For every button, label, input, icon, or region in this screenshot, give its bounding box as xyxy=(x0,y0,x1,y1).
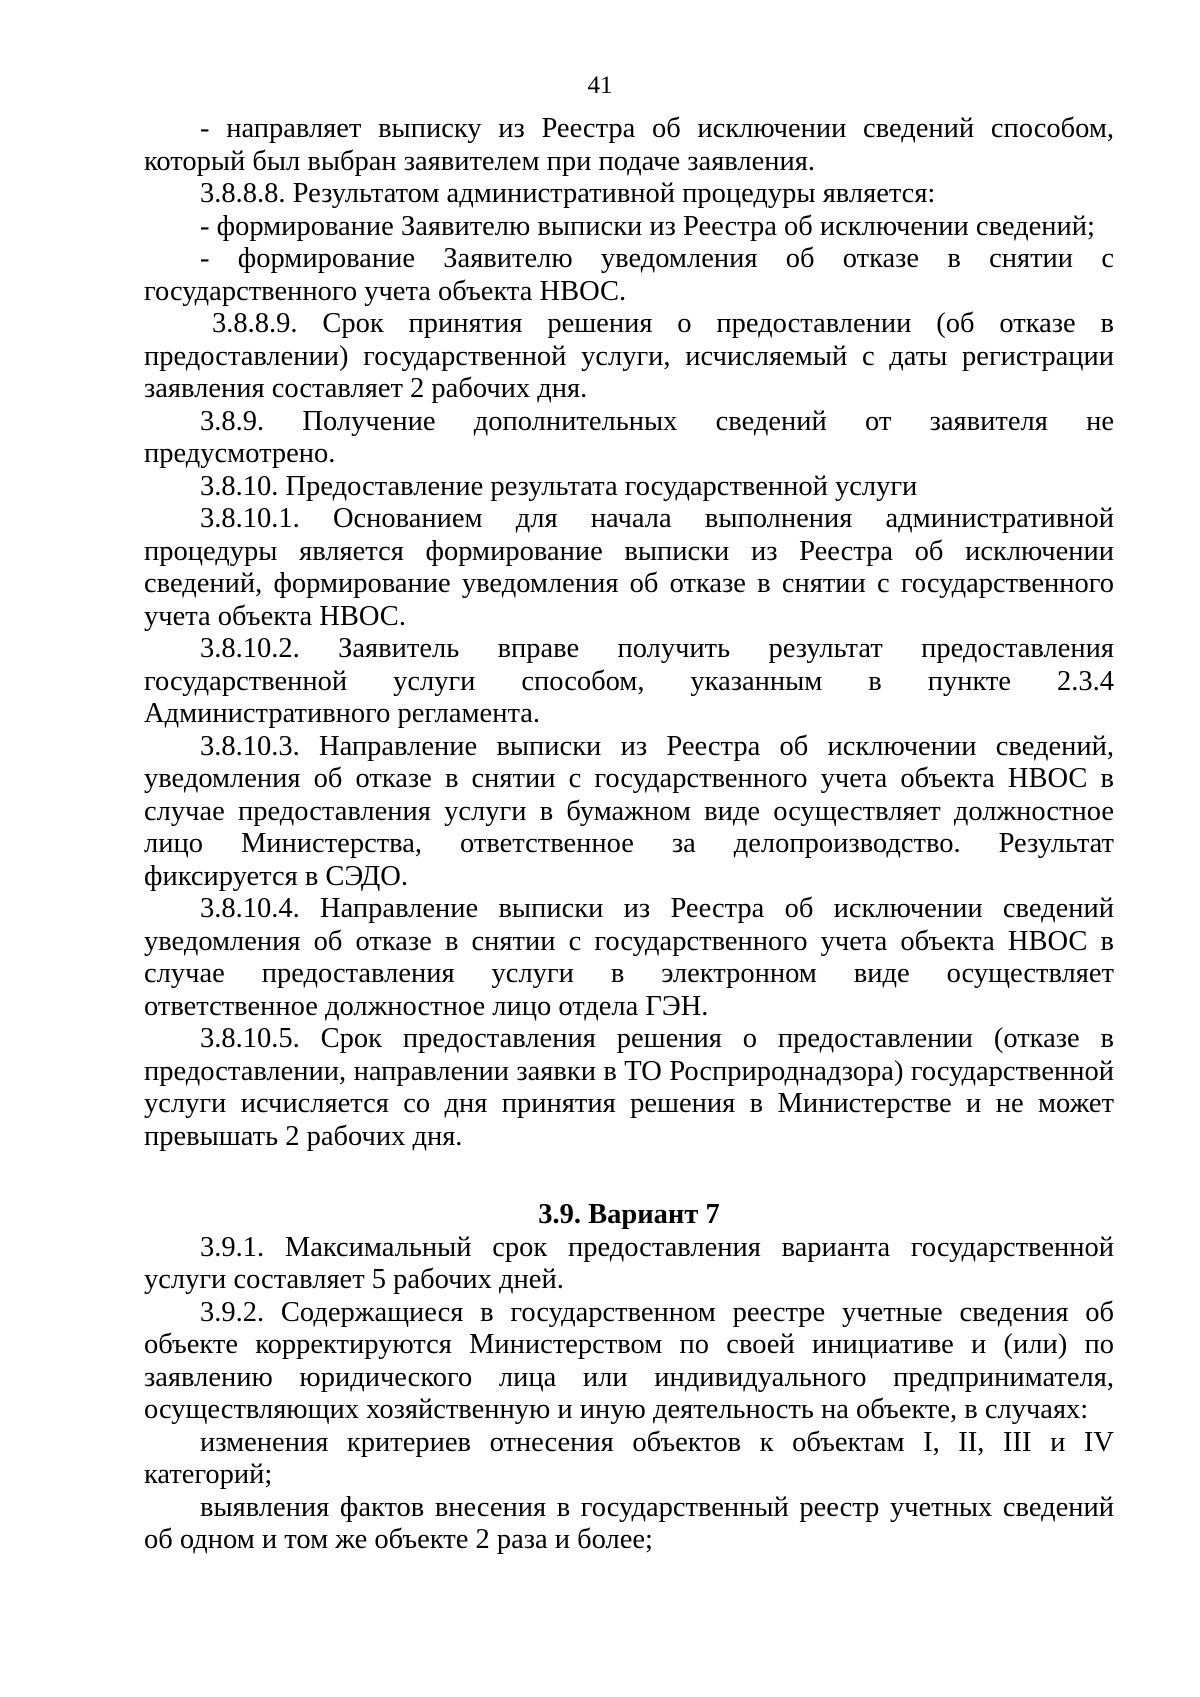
paragraph: - формирование Заявителю выписки из Реестра об исключении сведений; xyxy=(200,210,1095,242)
paragraph: - формирование Заявителю уведомления об отказе в снятии с государственного учета объекта НВОС. xyxy=(144,243,1114,307)
paragraph: 3.8.10.5. Срок предоставления решения о предоставлении (отказе в предоставлении, направлении заявки в ТО Росприроднадзора) государственной услуги исчисляется со дня принятия решения в Министерстве и не может превышать 2 рабочих дня. xyxy=(144,1023,1114,1152)
document-body xyxy=(144,113,1114,1557)
paragraph: 3.8.8.8. Результатом административной процедуры является: xyxy=(200,178,936,209)
paragraph: - направляет выписку из Реестра об исключении сведений способом, который был выбран заявителем при подаче заявления. xyxy=(144,113,1114,177)
paragraph: 3.8.8.9. Срок принятия решения о предоставлении (об отказе в предоставлении) государственной услуги, исчисляемый с даты регистрации заявления составляет 2 рабочих дня. xyxy=(144,308,1114,404)
paragraph: изменения критериев отнесения объектов к объектам I, II, III и IV категорий; xyxy=(144,1426,1114,1490)
paragraph: выявления фактов внесения в государственный реестр учетных сведений об одном и том же объекте 2 раза и более; xyxy=(144,1491,1114,1555)
paragraph: 3.9.1. Максимальный срок предоставления варианта государственной услуги составляет 5 рабочих дней. xyxy=(144,1231,1114,1295)
paragraph: 3.8.10. Предоставление результата государственной услуги xyxy=(200,470,918,502)
paragraph: 3.8.10.4. Направление выписки из Реестра об исключении сведений уведомления об отказе в снятии с государственного учета объекта НВОС в случае предоставления услуги в электронном виде осуществляет ответственное должностное лицо отдела ГЭН. xyxy=(144,893,1114,1022)
paragraph: 3.8.10.3. Направление выписки из Реестра об исключении сведений, уведомления об отказе в снятии с государственного учета объекта НВОС в случае предоставления услуги в бумажном виде осуществляет должностное лицо Министерства, ответственное за делопроизводство. Результат фиксируется в СЭДО. xyxy=(144,730,1114,892)
paragraph: 3.8.10.2. Заявитель вправе получить результат предоставления государственной услуги способом, указанным в пункте 2.3.4 Административного регламента. xyxy=(144,633,1114,729)
paragraph: 3.8.10.1. Основанием для начала выполнения административной процедуры является формирование выписки из Реестра об исключении сведений, формирование уведомления об отказе в снятии с государственного учета объекта НВОС. xyxy=(144,503,1114,632)
paragraph: 3.9.2. Содержащиеся в государственном реестре учетные сведения об объекте корректируются Министерством по своей инициативе и (или) по заявлению юридического лица или индивидуального предпринимателя, осуществляющих хозяйственную и иную деятельность на объекте, в случаях: xyxy=(144,1296,1114,1425)
paragraph: 3.8.9. Получение дополнительных сведений от заявителя не предусмотрено. xyxy=(144,405,1114,469)
page-number: 41 xyxy=(587,72,613,99)
section-heading: 3.9. Вариант 7 xyxy=(538,1199,720,1230)
